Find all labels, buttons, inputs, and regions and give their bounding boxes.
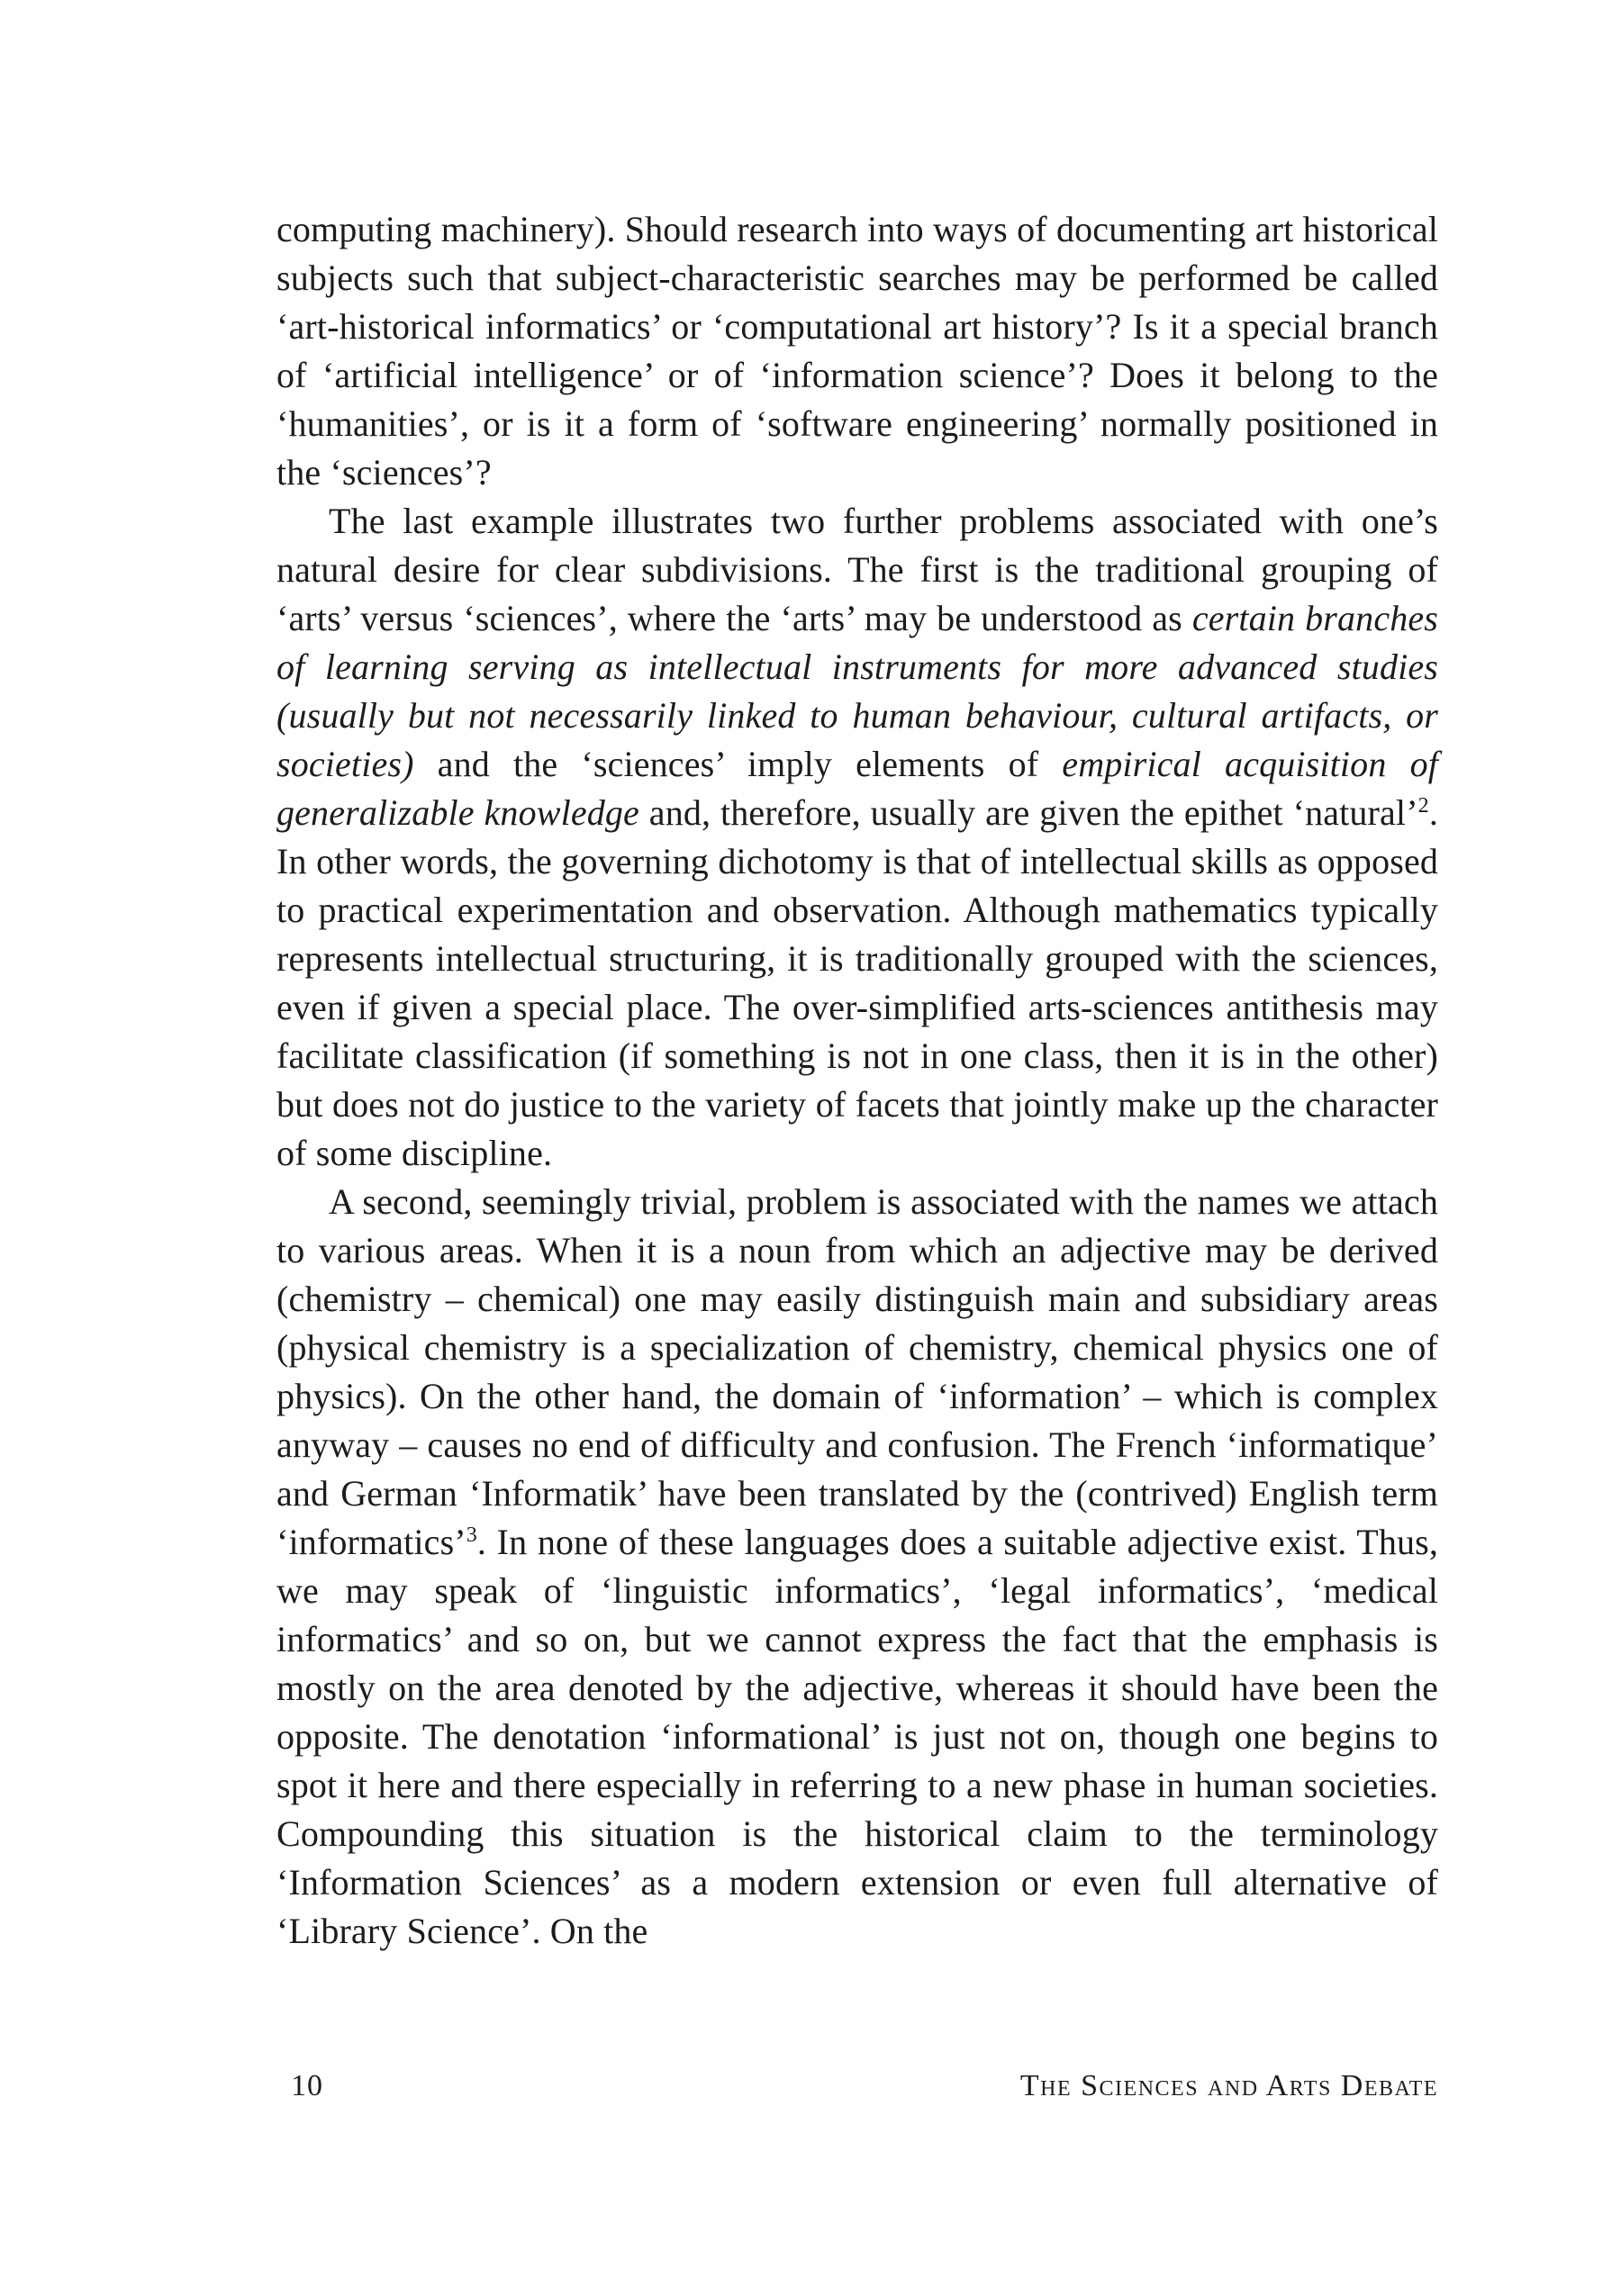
paragraph-3-text-2: . In none of these languages does a suitable adjective exist. Thus, we may speak of ‘linguistic informatics’, ‘legal informatics’, ‘medical informatics’ and so on, but we cannot express the fact that the emphasis is mostly on the area denoted by the adjective, whereas it should have been the opposite. The denotation ‘informational’ is just not on, though one begins to spot it here and there especially in referring to a new phase in human societies. Compounding this situation is the historical claim to the terminology ‘Information Sciences’ as a modern extension or even full alternative of ‘Library Science’. On the	[276, 1522, 1438, 1951]
page-number: 10	[291, 2069, 323, 2102]
paragraph-2-text-2: and the ‘sciences’ imply elements of	[413, 744, 1063, 784]
paragraph-3-text-1: A second, seemingly trivial, problem is associated with the names we attach to various areas. When it is a noun from which an adjective may be derived (chemistry – chemical) one may easily distinguish main and subsidiary areas (physical chemistry is a specialization of chemistry, chemical physics one of physics). On the other hand, the domain of ‘information’ – which is complex anyway – causes no end of difficulty and confusion. The French ‘informatique’ and German ‘Informatik’ have been translated by the (contrived) English term ‘informatics’	[276, 1181, 1438, 1562]
paragraph-1	[276, 205, 1438, 497]
paragraph-2	[276, 497, 1438, 1178]
paragraph-2-text-4: . In other words, the governing dichotomy is that of intellectual skills as opposed to practical experimentation and observation. Although mathematics typically represents intellectual structuring, it is traditionally grouped with the sciences, even if given a special place. The over-simplified arts-sciences antithesis may facilitate classification (if something is not in one class, then it is in the other) but does not do justice to the variety of facets that jointly make up the character of some discipline.	[276, 792, 1438, 1173]
body-text	[276, 205, 1438, 1956]
running-head: The Sciences and Arts Debate	[1019, 2069, 1438, 2102]
paragraph-2-text-1: The last example illustrates two further problems associated with one’s natural desire for clear subdivisions. The first is the traditional grouping of ‘arts’ versus ‘sciences’, where the ‘arts’ may be understood as	[276, 501, 1438, 638]
page-footer	[276, 2069, 1438, 2114]
footnote-ref-2[interactable]: 2	[1417, 794, 1429, 818]
paragraph-2-text-3: and, therefore, usually are given the epithet ‘natural’	[638, 792, 1418, 833]
paragraph-2-italic-1: certain branches of learning serving as intellectual instruments for more advanced studies (usually but not necessarily linked to human behaviour, cultural artifacts, or societies)	[276, 598, 1439, 784]
footnote-ref-3[interactable]: 3	[466, 1523, 477, 1547]
paragraph-2-italic-2: empirical acquisition of generalizable knowledge	[276, 744, 1438, 833]
paragraph-3	[276, 1178, 1438, 1956]
paragraph-1-text: computing machinery). Should research into ways of documenting art historical subjects such that subject-characteristic searches may be performed be called ‘art-historical informatics’ or ‘computational art history’? Is it a special branch of ‘artificial intelligence’ or of ‘information science’? Does it belong to the ‘humanities’, or is it a form of ‘software engineering’ normally positioned in the ‘sciences’?	[276, 209, 1438, 493]
